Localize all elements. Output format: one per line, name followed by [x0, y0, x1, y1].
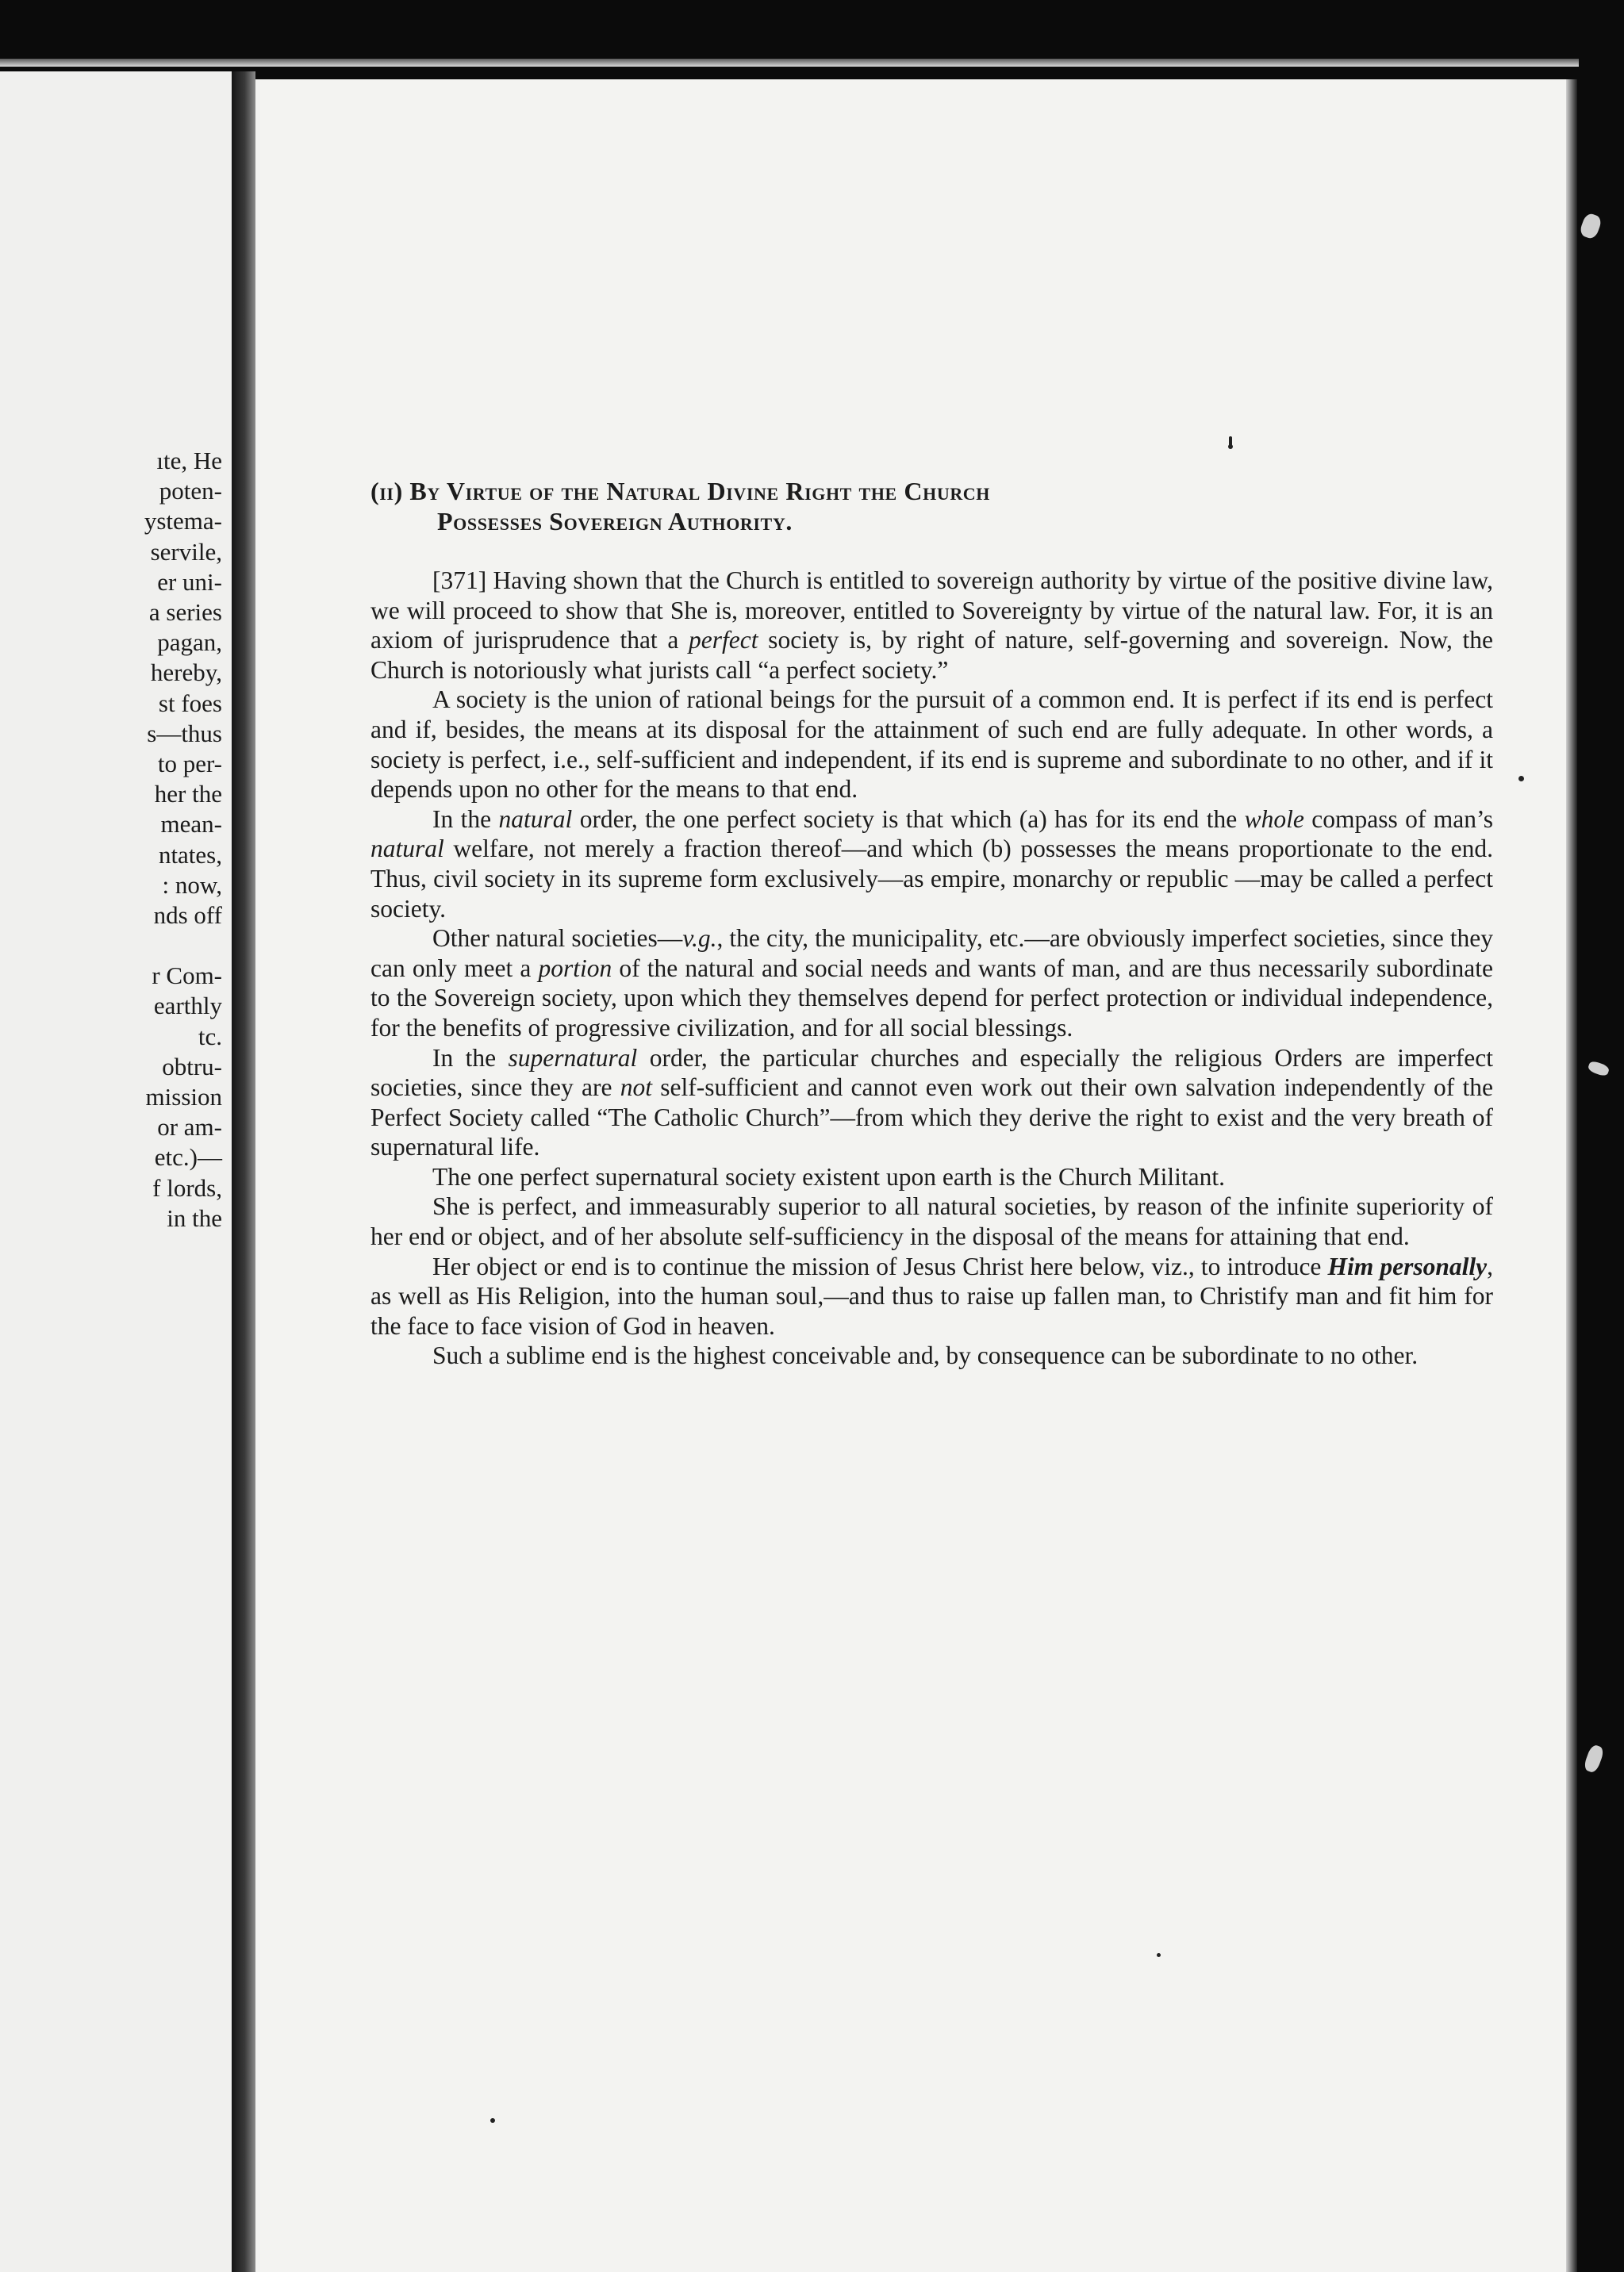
paragraph-5: In the supernatural order, the particular churches and especially the religious Orders are imperfect societies, since they are not self-sufficient and cannot even work out their own salvation independently of the Perfect Society called “The Catholic Church”—from which they derive the right to exist and the very breath of supernatural life. [370, 1043, 1494, 1161]
left-page-line: or am- [157, 1113, 222, 1142]
scan-edge-mark [1579, 212, 1603, 240]
left-page-line: to per- [157, 750, 222, 778]
left-page-line: f lords, [152, 1173, 222, 1202]
left-page-line: servile, [150, 537, 222, 566]
scan-speck [1157, 1953, 1161, 1957]
left-page-line: ystema- [144, 507, 222, 535]
page-text-block [370, 476, 1493, 1371]
left-page-line: ntates, [158, 840, 222, 869]
book-gutter [232, 71, 255, 2272]
paragraph-7: She is perfect, and immeasurably superior to all natural societies, by reason of the infinite superiority of her end or object, and of her absolute self-sufficiency in the disposal of the means for attaining that end. [370, 1192, 1493, 1251]
paragraph-6: The one perfect supernatural society existent upon earth is the Church Militant. [432, 1162, 1225, 1191]
left-page-text [144, 446, 222, 1234]
main-page [255, 79, 1566, 2272]
left-page-fragment [0, 71, 236, 2272]
heading-line-2: Possesses Sovereign Authority. [437, 507, 793, 535]
left-page-line: mean- [160, 810, 222, 839]
paragraph-4: Other natural societies—v.g., the city, the municipality, etc.—are obviously imperfect societies, since they can only meet a portion of the natural and social needs and wants of man, and are thus necessarily subordinate to the Sovereign society, upon which they themselves depend for perfect protection or individual independence, for the benefits of progressive civilization, and for all social blessings. [370, 924, 1493, 1042]
left-page-line: st foes [158, 689, 222, 717]
left-page-line: earthly [153, 992, 222, 1020]
scan-edge-mark [1587, 1060, 1610, 1077]
left-page-line: : now, [162, 870, 222, 899]
paragraph-1: [371] Having shown that the Church is entitled to sovereign authority by virtue of the positive divine law, we will proceed to show that She is, moreover, entitled to Sovereignty by virtue of the natural law. For, it is an axiom of jurisprudence that a perfect society is, by right of nature, self-governing and sovereign. Now, the Church is notoriously what jurists call “a perfect society.” [370, 566, 1493, 684]
left-page-line: etc.)— [154, 1143, 222, 1172]
page-top-edge [0, 59, 1579, 67]
left-page-line: ıte, He [156, 447, 222, 474]
left-page-line: obtru- [162, 1052, 222, 1080]
left-page-line: pagan, [157, 628, 222, 657]
left-page-line: hereby, [150, 658, 222, 687]
heading-line-1: (ii) By Virtue of the Natural Divine Right the Church [370, 477, 991, 505]
page-right-edge [1566, 79, 1577, 2272]
body-text [370, 566, 1493, 1371]
left-page-line: poten- [159, 477, 222, 505]
scan-speck [1518, 776, 1524, 781]
paragraph-2: A society is the union of rational beings for the pursuit of a common end. It is perfect if its end is perfect and if, besides, the means at its disposal for the attainment of such end are fully adequate. In other words, a society is perfect, i.e., self-sufficient and independent, if its end is supreme and subordinate to no other, and if it depends upon no other for the means to that end. [370, 685, 1493, 804]
scan-speck [490, 2118, 495, 2123]
scan-speck [1229, 436, 1232, 447]
scan-edge-mark [1583, 1744, 1606, 1774]
left-page-line: in the [167, 1203, 222, 1232]
left-page-line: r Com- [152, 961, 222, 990]
paragraph-8: Her object or end is to continue the mission of Jesus Christ here below, viz., to introduce Him personally, as well as His Religion, into the human soul,—and thus to raise up fallen man, to Christify man and fit him for the face to face vision of God in heaven. [370, 1252, 1493, 1340]
left-page-line: s—thus [147, 719, 222, 747]
left-page-line: her the [154, 780, 222, 808]
left-page-line: tc. [198, 1022, 222, 1050]
left-page-line: er uni- [157, 567, 222, 596]
left-page-line: a series [148, 598, 222, 627]
left-page-line: nds off [153, 901, 222, 930]
left-page-line: mission [145, 1083, 222, 1111]
paragraph-3: In the natural order, the one perfect society is that which (a) has for its end the whole compass of man’s natural welfare, not merely a fraction thereof—and which (b) possesses the means proportionate to the end. Thus, civil society in its supreme form exclusively—as empire, monarchy or republic —may be called a perfect society. [370, 804, 1494, 923]
section-heading [370, 476, 1493, 536]
paragraph-9: Such a sublime end is the highest conceivable and, by consequence can be subordinate to no other. [432, 1341, 1419, 1370]
left-page-line [144, 931, 222, 961]
